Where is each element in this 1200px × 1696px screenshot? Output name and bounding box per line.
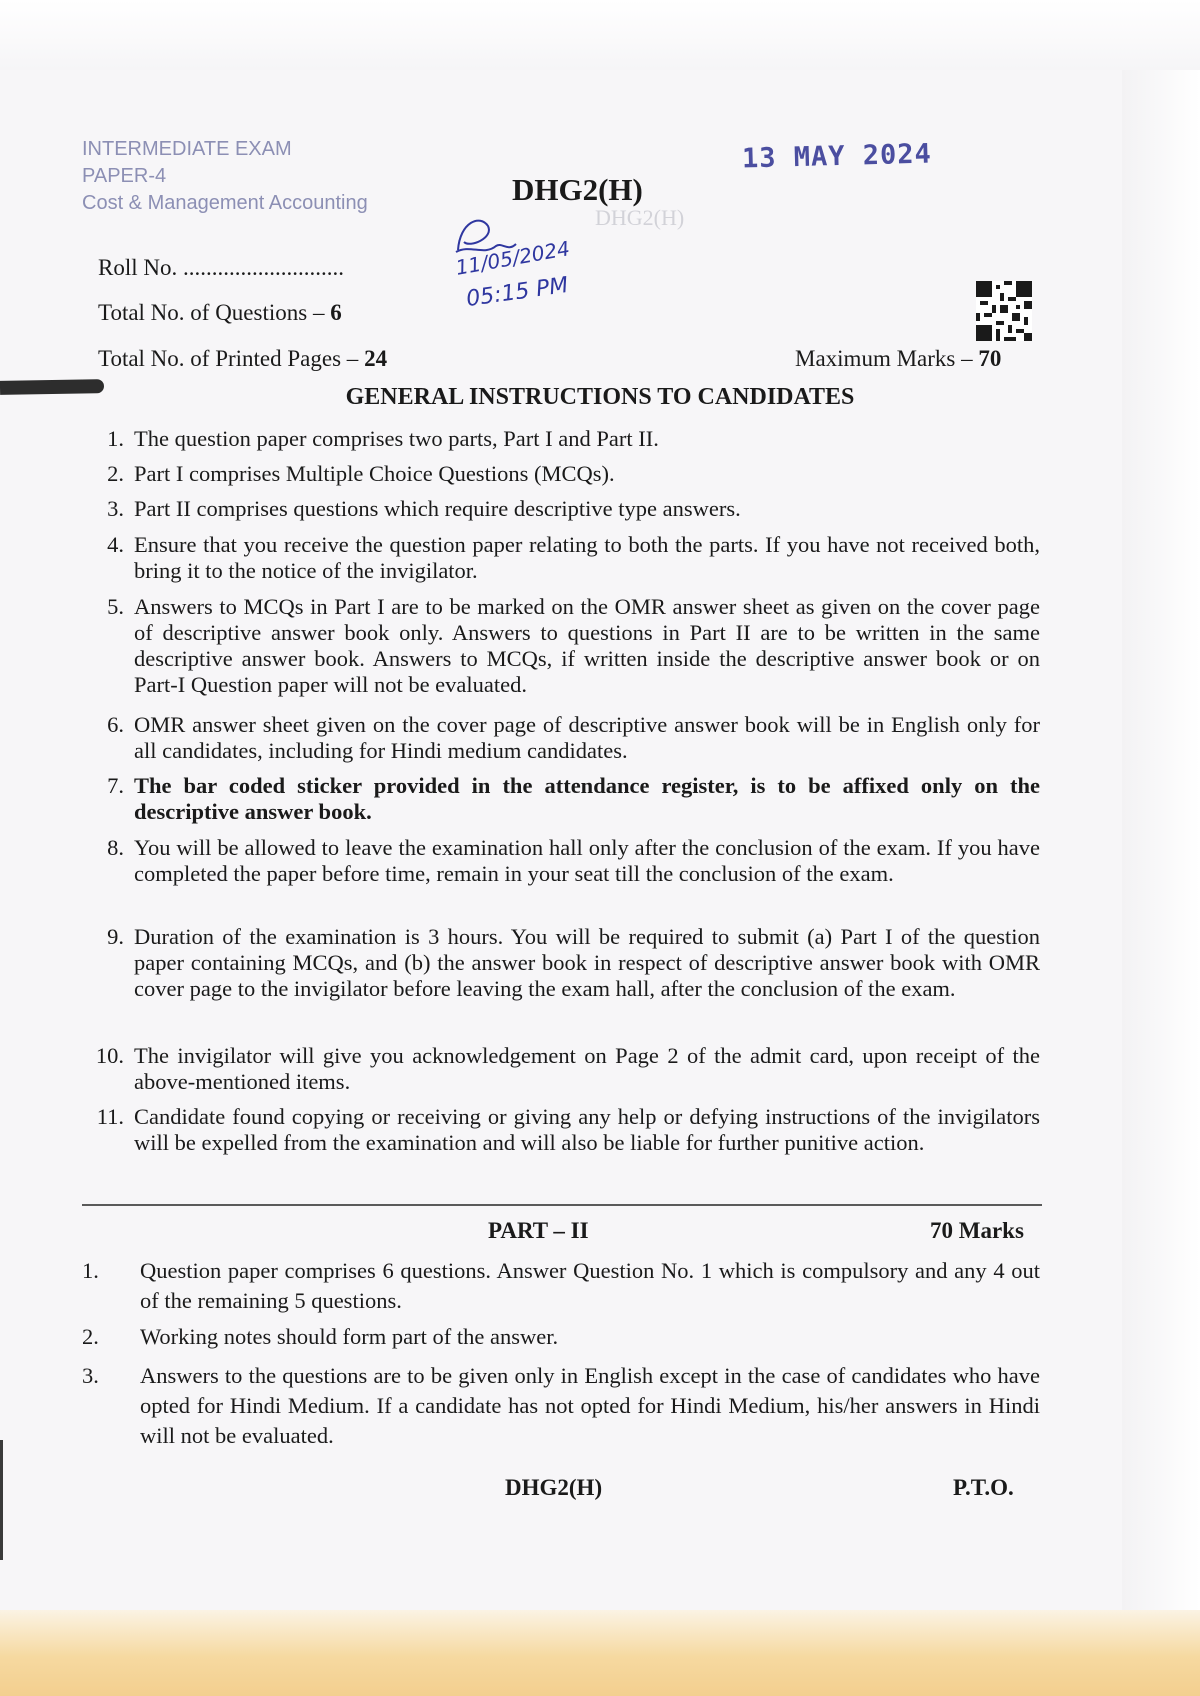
instruction-item (88, 924, 1040, 1002)
instruction-number: 7. (107, 773, 124, 798)
instruction-item (88, 773, 1040, 825)
stamp-line-exam: INTERMEDIATE EXAM (82, 138, 292, 160)
maximum-marks-label: Maximum Marks – (795, 346, 979, 371)
instruction-item (88, 1043, 1040, 1095)
instruction-number: 2. (107, 461, 124, 486)
total-questions-line (98, 300, 342, 326)
instruction-item (88, 594, 1040, 698)
part-instruction-item (82, 1256, 1040, 1316)
instruction-text: Duration of the examination is 3 hours. You will be required to submit (a) Part I of the question paper containing MCQs, and (b) the answer book in respect of descriptive answer book with OMR cover page to the invigilator before leaving the exam hall, after the conclusion of the exam. (134, 924, 1040, 1001)
instruction-number: 1. (107, 426, 124, 451)
instruction-text: Answers to MCQs in Part I are to be marked on the OMR answer sheet as given on the cover page of descriptive answer book only. Answers to questions in Part II are to be written in the same descriptive answer book. Answers to MCQs, if written inside the descriptive answer book or on Part-I Question paper will not be evaluated. (134, 594, 1040, 697)
total-pages-value: 24 (364, 346, 388, 371)
total-questions-label: Total No. of Questions – (98, 300, 331, 325)
instruction-number: 9. (107, 924, 124, 949)
part-title: PART – II (488, 1218, 589, 1243)
exam-stamp (82, 136, 368, 217)
instruction-text: Ensure that you receive the question paper relating to both the parts. If you have not received both, bring it to the notice of the invigilator. (134, 532, 1040, 583)
instruction-text: You will be allowed to leave the examination hall only after the conclusion of the exam. If you have completed the paper before time, remain in your seat till the conclusion of the exam. (134, 835, 1040, 886)
instruction-text: Part II comprises questions which require descriptive type answers. (134, 496, 741, 521)
total-pages-label: Total No. of Printed Pages – (98, 346, 365, 371)
paper-code-bleedthrough: DHG2(H) (595, 205, 685, 230)
instruction-number: 6. (107, 712, 124, 737)
instructions-heading: GENERAL INSTRUCTIONS TO CANDIDATES (345, 384, 855, 410)
section-divider (82, 1204, 1042, 1206)
roll-number-line (98, 255, 344, 281)
instruction-number: 11. (96, 1104, 124, 1129)
scan-top-margin (0, 0, 1200, 70)
instruction-item (88, 532, 1040, 584)
instruction-item (88, 461, 1040, 487)
scan-edge-line (0, 1440, 3, 1560)
instruction-item (88, 712, 1040, 764)
instruction-item (88, 835, 1040, 887)
stamp-line-paper: PAPER-4 (82, 165, 167, 187)
part-instruction-text: Question paper comprises 6 questions. Answer Question No. 1 which is compulsory and any 4 out of the remaining 5 questions. (140, 1258, 1040, 1313)
part-marks: 70 Marks (930, 1218, 1024, 1243)
instruction-number: 5. (107, 594, 124, 619)
instruction-text: The question paper comprises two parts, Part I and Part II. (134, 426, 659, 451)
part-instruction-text: Answers to the questions are to be given only in English except in the case of candidates who have opted for Hindi Medium. If a candidate has not opted for Hindi Medium, his/her answers in Hindi will not be evaluated. (140, 1363, 1040, 1448)
maximum-marks-line (795, 346, 1001, 372)
footer-paper-code: DHG2(H) (505, 1475, 603, 1500)
instruction-number: 3. (107, 496, 124, 521)
instruction-item (88, 426, 1040, 452)
roll-number-dots: ............................ (182, 255, 344, 280)
maximum-marks-value: 70 (978, 346, 1002, 371)
instruction-text: OMR answer sheet given on the cover page of descriptive answer book will be in English only for all candidates, including for Hindi medium candidates. (134, 712, 1040, 763)
stamp-line-subject: Cost & Management Accounting (82, 192, 368, 214)
handwritten-time: 05:15 PM (464, 272, 570, 313)
part-instruction-text: Working notes should form part of the answer. (140, 1324, 559, 1349)
instruction-text: Candidate found copying or receiving or giving any help or defying instructions of the invigilators will be expelled from the examination and will also be liable for further punitive action. (134, 1104, 1040, 1155)
part-instruction-number: 1. (82, 1258, 99, 1283)
instruction-number: 4. (107, 532, 124, 557)
roll-number-label: Roll No. (98, 255, 178, 280)
instruction-text: The bar coded sticker provided in the attendance register, is to be affixed only on the descriptive answer book. (134, 773, 1040, 824)
paper-code-title: DHG2(H) (512, 172, 643, 207)
scan-right-margin (1122, 70, 1200, 1610)
instruction-number: 10. (95, 1043, 124, 1068)
part-instruction-item (82, 1322, 1040, 1352)
footer-pto: P.T.O. (953, 1475, 1014, 1500)
instruction-item (88, 1104, 1040, 1156)
scan-bottom-stain (0, 1610, 1200, 1696)
instruction-text: Part I comprises Multiple Choice Questions (MCQs). (134, 461, 615, 486)
instruction-item (88, 496, 1040, 522)
handwritten-date: 11/05/2024 (453, 236, 572, 280)
total-pages-line (98, 346, 387, 372)
qr-code-icon (976, 280, 1032, 342)
instruction-number: 8. (107, 835, 124, 860)
part-instruction-number: 2. (82, 1324, 99, 1349)
part-instruction-number: 3. (82, 1363, 99, 1388)
total-questions-value: 6 (330, 300, 342, 325)
instruction-text: The invigilator will give you acknowledgement on Page 2 of the admit card, upon receipt of the above-mentioned items. (134, 1043, 1040, 1094)
date-stamp: 13 MAY 2024 (741, 138, 933, 175)
part-instruction-item (82, 1361, 1040, 1451)
